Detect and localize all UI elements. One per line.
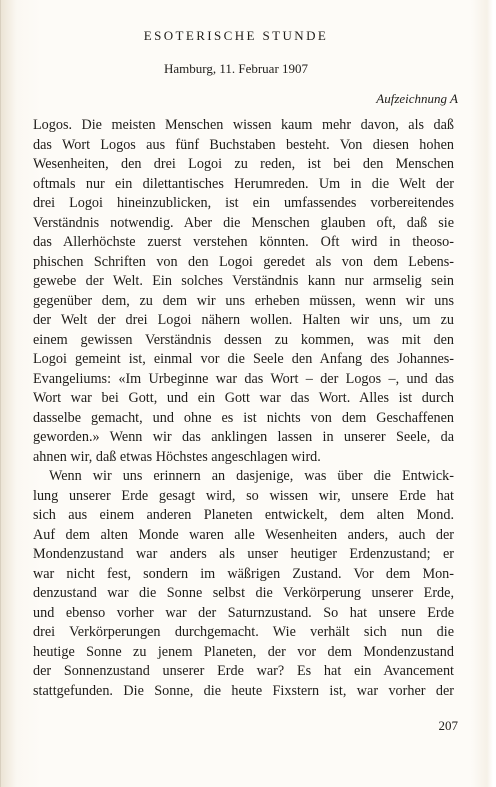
paragraph-2 (33, 467, 454, 701)
text-line: Logos. Die meisten Menschen wissen kaum mehr davon, als daß (33, 117, 454, 133)
text-line: Wort war bei Gott, und ein Gott war das Wort. Alles ist durch (33, 390, 454, 406)
text-line: stattgefunden. Die Sonne, die heute Fixstern ist, war vorher der (33, 682, 454, 699)
text-line: sich aus einem anderen Planeten entwickelt, dem alten Mond. (33, 507, 454, 523)
text-line: Mondenzustand war anders als unser heutiger Erdenzustand; er (33, 546, 454, 562)
text-line: der Sonnenzustand unserer Erde war? Es hat ein Avancement (33, 663, 454, 679)
record-label: Aufzeichnung A (376, 91, 458, 106)
text-line: das Allerhöchste zuerst verstehen könnten. Oft wird in theoso- (33, 234, 454, 250)
text-line: Auf dem alten Monde waren alle Wesenheiten anders, auch der (33, 526, 454, 543)
text-line: phischen Schriften von den Logoi geredet als von dem Lebens- (33, 253, 454, 270)
paragraph-1 (33, 116, 454, 467)
text-line: Verständnis notwendig. Aber die Menschen glauben oft, daß sie (33, 214, 454, 231)
page-number: 207 (438, 718, 458, 733)
text-line: Evangeliums: «Im Urbeginne war das Wort – der Logos –, und das (33, 370, 454, 387)
text-line: der Welt der drei Logoi nähern wollen. Halten wir uns, um zu (33, 312, 454, 328)
text-line: einem gewissen Verständnis dessen zu kommen, was mit den (33, 331, 454, 348)
text-line: gewebe der Welt. Ein solches Verständnis kann nur armselig sein (33, 273, 454, 289)
text-line: dasselbe gemacht, und ohne es ist nichts von dem Geschaffenen (33, 409, 454, 426)
text-line: heutige Sonne zu jenem Planeten, der vor dem Mondenzustand (33, 643, 454, 660)
dateline: Hamburg, 11. Februar 1907 (163, 61, 309, 76)
text-line: Wesenheiten, den drei Logoi zu reden, ist bei den Menschen (33, 156, 454, 172)
text-line: ahnen wir, daß etwas Höchstes angeschlagen wird. (33, 448, 321, 465)
text-line: drei Verkörperungen durchgemacht. Wie verhält sich nun die (33, 624, 454, 640)
text-line: war nicht fest, sondern im wäßrigen Zustand. Vor dem Mon- (33, 565, 454, 582)
running-title: ESOTERISCHE STUNDE (143, 28, 329, 43)
text-line: geworden.» Wenn wir das anklingen lassen in unserer Seele, da (33, 429, 454, 445)
text-line: oftmals nur ein dilettantisches Herumreden. Um in die Welt der (33, 175, 454, 192)
text-line: gegenüber dem, zu dem wir uns erheben müssen, wenn wir uns (33, 292, 454, 309)
text-line: drei Logoi hineinzublicken, ist ein umfassendes vorbereitendes (33, 195, 454, 211)
text-line: Logoi gemeint ist, einmal vor die Seele den Anfang des Johannes- (33, 351, 454, 367)
text-line: und ebenso vorher war der Saturnzustand. So hat unsere Erde (33, 604, 454, 621)
text-line: lung unserer Erde gesagt wird, so wissen wir, unsere Erde hat (33, 487, 454, 504)
text-line: Wenn wir uns erinnern an dasjenige, was über die Entwick- (49, 468, 454, 484)
body-text (33, 116, 454, 701)
text-line: denzustand war die Sonne selbst die Verkörperung unserer Erde, (33, 585, 454, 601)
text-line: das Wort Logos aus fünf Buchstaben besteht. Von diesen hohen (33, 136, 454, 153)
